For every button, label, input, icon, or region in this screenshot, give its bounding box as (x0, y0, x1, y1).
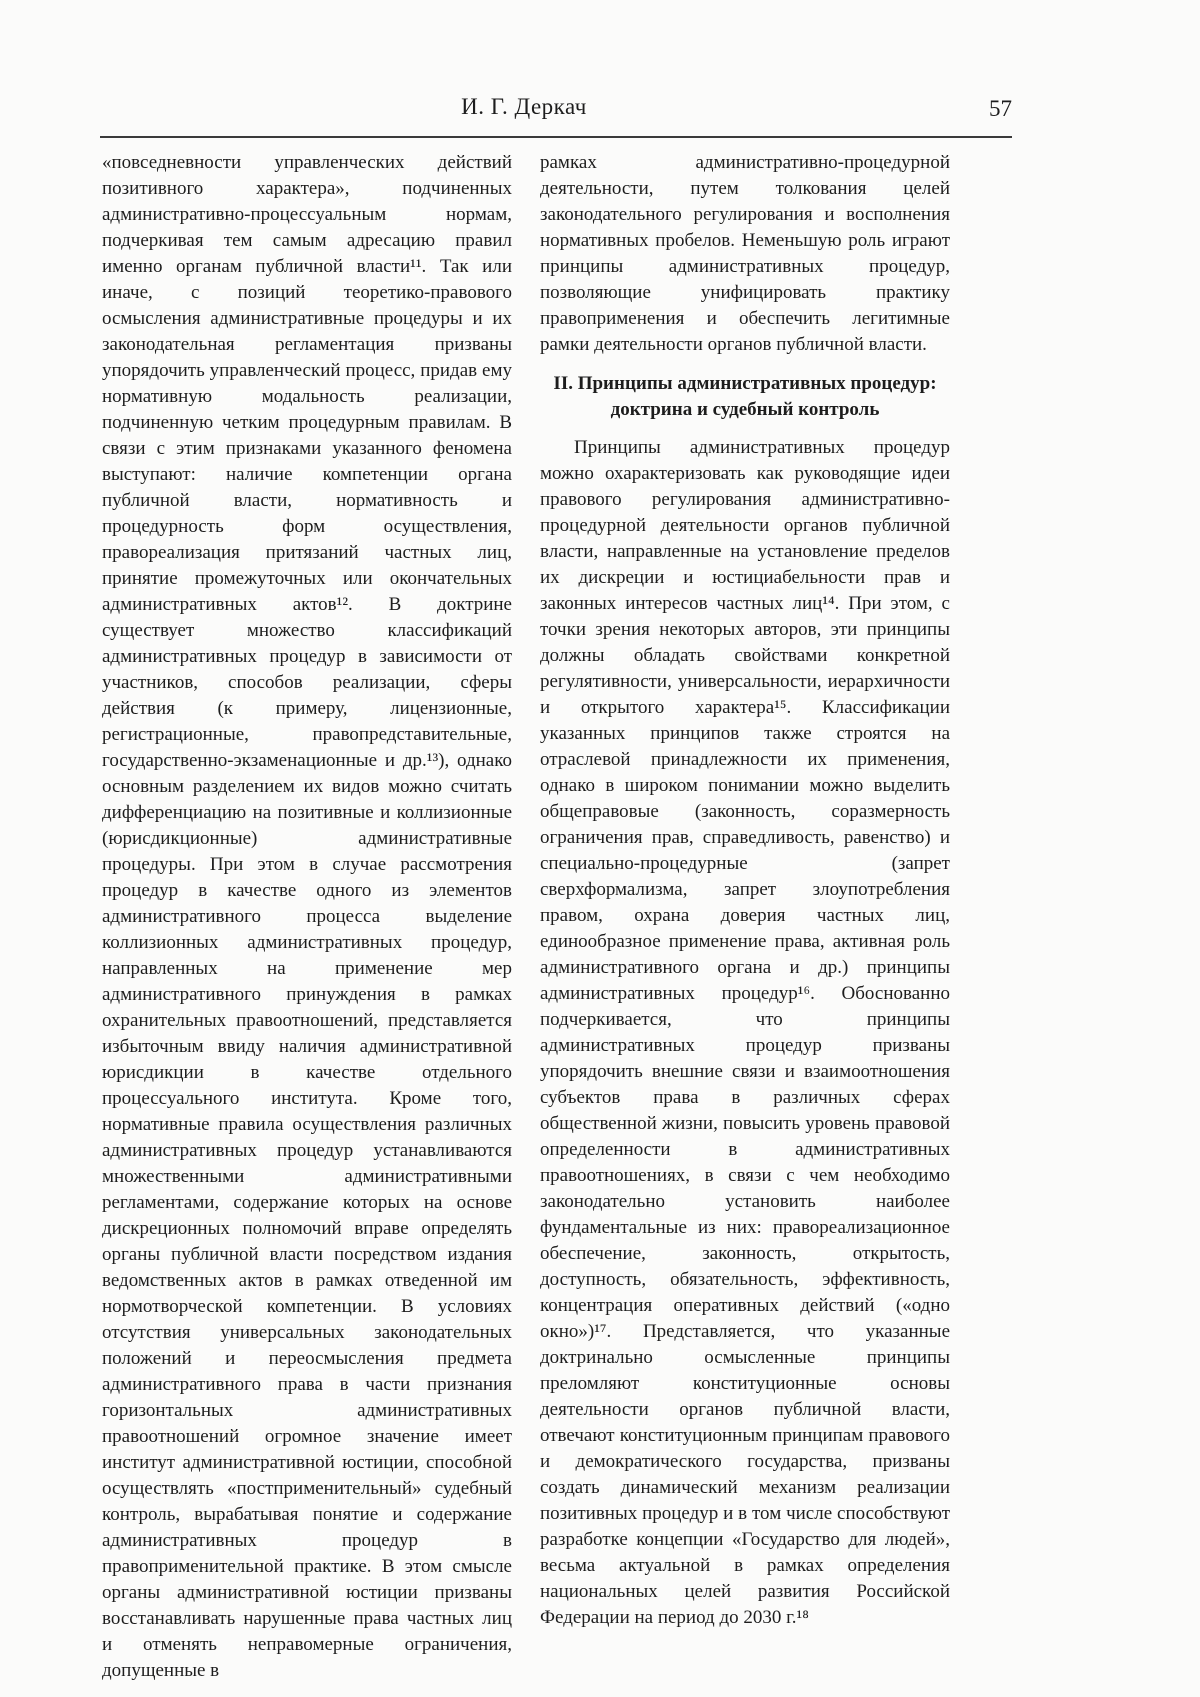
body-paragraph: рамках административно-процедурной деятельности, путем толкования целей законодательного регулирования и восполнения нормативных пробелов. Неменьшую роль играют принципы административных процедур, позволяющие унифицировать практику правоприменения и обеспечить легитимные рамки деятельности органов публичной власти. (540, 152, 950, 355)
page-header (100, 94, 1012, 134)
body-paragraph: Принципы административных процедур можно охарактеризовать как руководящие идеи правового регулирования административно-процедурной деятельности органов публичной власти, направленные на установление пределов их дискреции и юстициабельности прав и законных интересов частных лиц¹⁴. При этом, с точки зрения некоторых авторов, эти принципы должны обладать свойствами конкретной регулятивности, универсальности, иерархичности и открытого характера¹⁵. Классификации указанных принципов также строятся на отраслевой принадлежности их применения, однако в широком понимании можно выделить общеправовые (законность, соразмерность ограничения прав, справедливость, равенство) и специально-процедурные (запрет сверхформализма, запрет злоупотребления правом, охрана доверия частных лиц, единообразное применение права, активная роль административного органа и др.) принципы административных процедур¹⁶. Обоснованно подчеркивается, что принципы административных процедур призваны упорядочить внешние связи и взаимоотношения субъектов права в различных сферах общественной жизни, повысить уровень правовой определенности в административных правоотношениях, в связи с чем необходимо законодательно установить наиболее фундаментальные из них: правореализационное обеспечение, законность, открытость, доступность, обязательность, эффективность, концентрация оперативных действий («одно окно»)¹⁷. Представляется, что указанные доктринально осмысленные принципы преломляют конституционные основы деятельности органов публичной власти, отвечают конституционным принципам правового и демократического государства, призваны создать динамический механизм реализации позитивных процедур и в том числе способствуют разработке концепции «Государство для людей», весьма актуальной в рамках определения национальных целей развития Российской Федерации на период до 2030 г.¹⁸ (540, 437, 950, 1628)
header-rule (100, 136, 1012, 138)
section-heading: II. Принципы административных процедур: доктрина и судебный контроль (553, 373, 937, 420)
body-paragraph: «повседневности управленческих действий позитивного характера», подчиненных административно-процессуальным нормам, подчеркивая тем самым адресацию правил именно органам публичной власти¹¹. Так или иначе, с позиций теоретико-правового осмысления административные процедуры и их законодательная регламентация призваны упорядочить управленческий процесс, придав ему нормативную модальность реализации, подчиненную четким процедурным правилам. В связи с этим признаками указанного феномена выступают: наличие компетенции органа публичной власти, нормативность и процедурность форм осуществления, правореализация притязаний частных лиц, принятие промежуточных или окончательных административных актов¹². В доктрине существует множество классификаций административных процедур в зависимости от участников, способов реализации, сферы действия (к примеру, лицензионные, регистрационные, правопредставительные, государственно-экзаменационные и др.¹³), однако основным разделением их видов можно считать дифференциацию на позитивные и коллизионные (юрисдикционные) административные процедуры. При этом в случае рассмотрения процедур в качестве одного из элементов административного процесса выделение коллизионных административных процедур, направленных на применение мер административного принуждения в рамках охранительных правоотношений, представляется избыточным ввиду наличия административной юрисдикции в качестве отдельного процессуального института. Кроме того, нормативные правила осуществления различных административных процедур устанавливаются множественными административными регламентами, содержание которых на основе дискреционных полномочий вправе определять органы публичной власти посредством издания ведомственных актов в рамках отведенной им нормотворческой компетенции. В условиях отсутствия универсальных законодательных положений и переосмысления предмета административного права в части признания горизонтальных административных правоотношений огромное значение имеет институт административной юстиции, способной осуществлять «постприменительный» судебный контроль, вырабатывая понятие и содержание административных процедур в правоприменительной практике. В этом смысле органы административной юстиции призваны восстанавливать нарушенные права частных лиц и отменять неправомерные ограничения, допущенные в (102, 152, 512, 1681)
left-column (102, 150, 512, 1684)
text-columns (102, 150, 950, 1684)
running-head-author: И. Г. Деркач (461, 94, 587, 119)
page-number: 57 (989, 96, 1012, 121)
right-column (540, 150, 950, 1684)
